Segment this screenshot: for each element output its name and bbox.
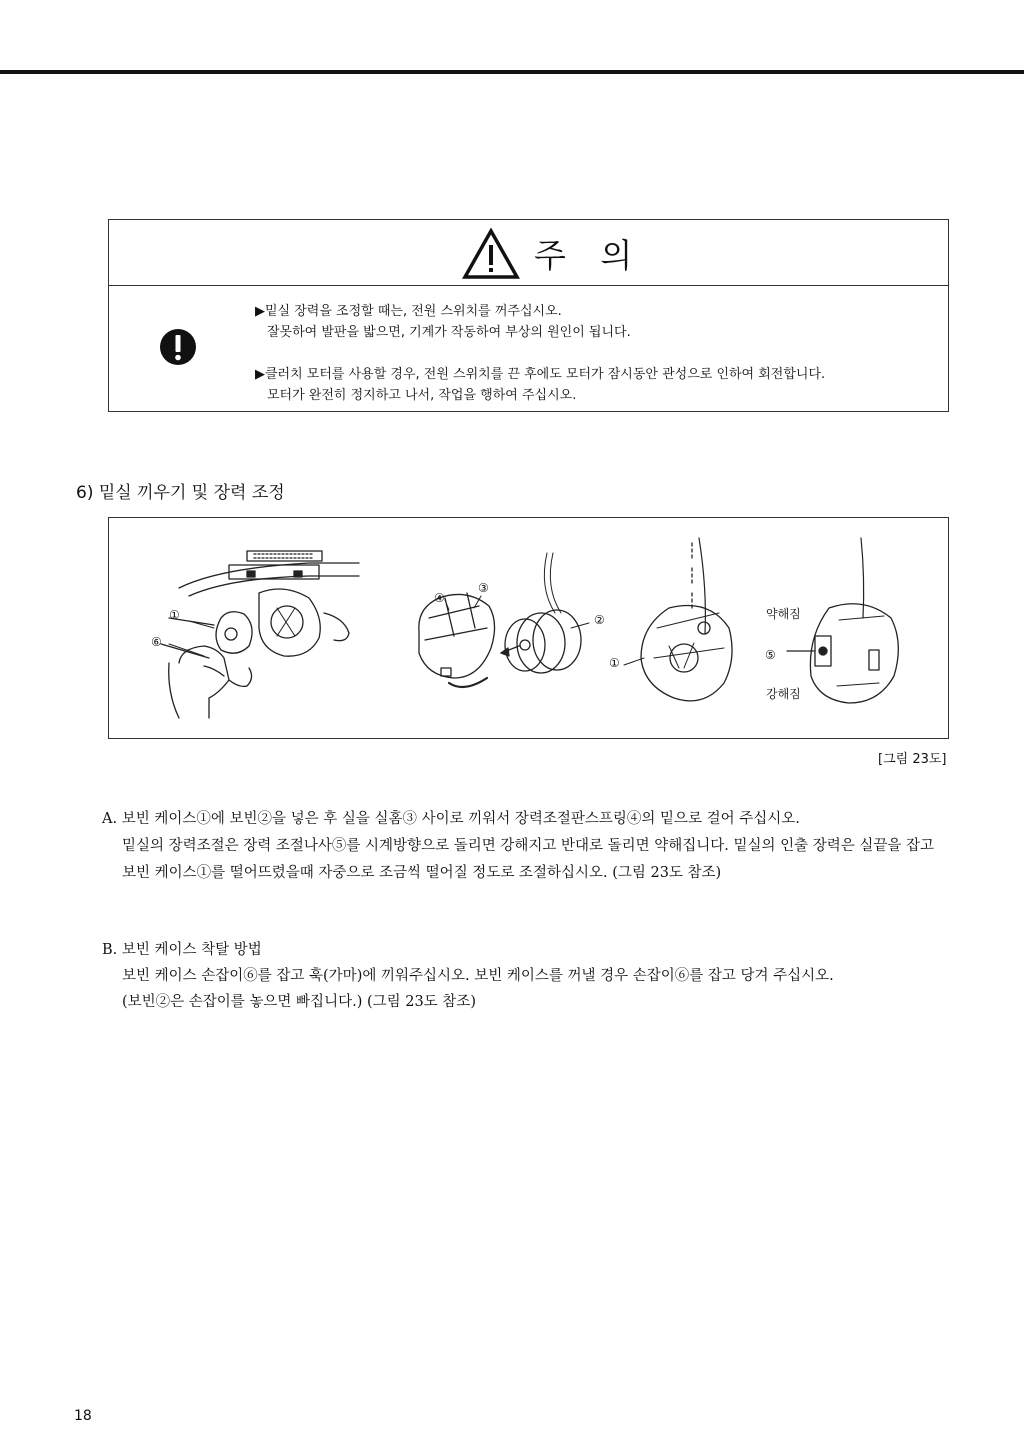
caution-line-1: ▶밑실 장력을 조정할 때는, 전원 스위치를 꺼주십시오.: [255, 304, 562, 319]
label-leaders: [169, 596, 644, 665]
caution-line-2: 잘못하여 발판을 밟으면, 기계가 작동하여 부상의 원인이 됩니다.: [267, 325, 631, 340]
text-a-line-3: 보빈 케이스①를 떨어뜨렸을때 자중으로 조금씩 떨어질 정도로 조절하십시오. (그림 23도 참조): [122, 865, 722, 881]
text-b-heading: B. 보빈 케이스 착탈 방법: [102, 942, 262, 958]
bobbin-illustration: [109, 518, 950, 740]
top-rule: [0, 70, 1024, 74]
caution-line-3: ▶클러치 모터를 사용할 경우, 전원 스위치를 끈 후에도 모터가 잠시동안 관성으로 인하여 회전합니다.: [255, 367, 826, 382]
label-stronger: 강해짐: [766, 687, 801, 701]
caution-line-4: 모터가 완전히 정지하고 나서, 작업을 행하여 주십시오.: [267, 388, 577, 403]
warning-triangle-icon: [462, 228, 520, 280]
hook-insertion-drawing: [161, 551, 359, 718]
caution-header: [109, 220, 948, 286]
label-weaker: 약해짐: [766, 607, 801, 621]
text-b-line-2: (보빈②은 손잡이를 놓으면 빠집니다.) (그림 23도 참조): [122, 994, 476, 1010]
figure-caption: [그림 23도]: [878, 752, 947, 767]
label-bobbin: ②: [594, 613, 605, 627]
caution-title: 주 의: [534, 236, 645, 275]
label-handle: ⑥: [151, 635, 162, 649]
page-number: 18: [74, 1408, 92, 1424]
section-title: 6) 밑실 끼우기 및 장력 조정: [76, 483, 285, 503]
label-tension-spring: ④: [434, 591, 445, 605]
label-tension-screw: ⑤: [765, 648, 776, 662]
exclamation-circle-icon: [159, 328, 197, 366]
caution-box: [108, 219, 949, 412]
label-bobbin-case-left: ①: [169, 608, 180, 622]
text-a-line-2: 밑실의 장력조절은 장력 조절나사⑤를 시계방향으로 돌리면 강해지고 반대로 돌리면 약해집니다. 밑실의 인출 장력은 실끝을 잡고: [122, 838, 934, 854]
text-b-line-1: 보빈 케이스 손잡이⑥를 잡고 훅(가마)에 끼워주십시오. 보빈 케이스를 꺼낼 경우 손잡이⑥를 잡고 당겨 주십시오.: [122, 968, 834, 984]
bobbin-case-and-bobbin-drawing: [419, 553, 581, 687]
threaded-bobbin-case-drawing: [641, 538, 732, 701]
label-bobbin-case-mid: ①: [609, 656, 620, 670]
text-a-line-1: A. 보빈 케이스①에 보빈②을 넣은 후 실을 실홈③ 사이로 끼워서 장력조절판스프링④의 밑으로 걸어 주십시오.: [102, 811, 800, 827]
label-thread-slot: ③: [478, 581, 489, 595]
figure-box: [108, 517, 949, 739]
tension-adjustment-drawing: [787, 538, 898, 703]
